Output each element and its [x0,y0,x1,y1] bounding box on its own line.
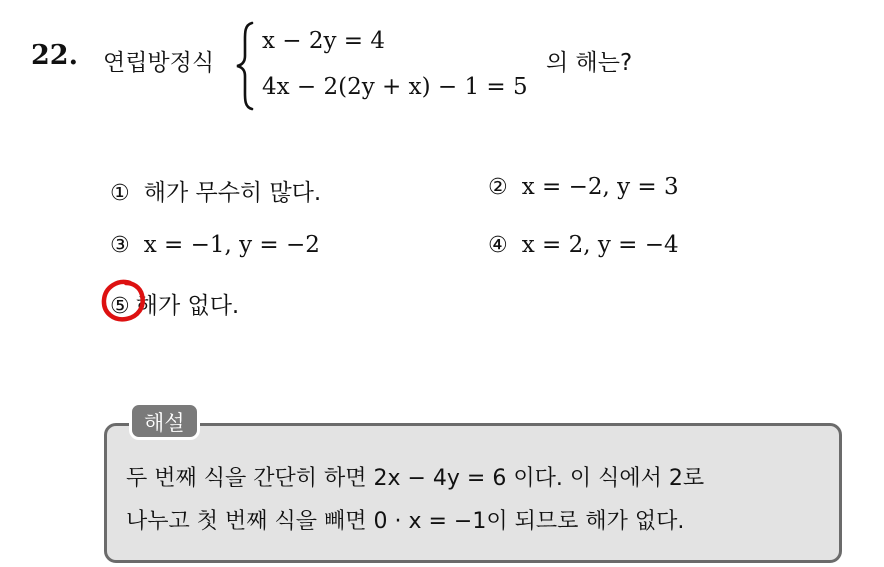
choice-3-mark: ③ [110,233,130,258]
choice-5-mark: ⑤ [110,294,130,319]
solution-line-1: 두 번째 식을 간단히 하면 2x − 4y = 6 이다. 이 식에서 2로 [126,466,705,491]
question-lead-text: 연립방정식 [103,50,215,76]
choice-4-mark: ④ [488,233,508,258]
choice-2[interactable] [488,174,679,200]
equation-1: x − 2y = 4 [262,28,386,54]
choice-2-mark: ② [488,175,508,200]
choice-1-text: 해가 무수히 많다. [143,180,322,206]
choice-5-text: 해가 없다. [135,293,240,319]
solution-tag: 해설 [129,402,200,440]
question-tail-text: 의 해는? [546,50,633,76]
choice-1-mark: ① [110,181,130,206]
choice-4[interactable] [488,232,679,258]
choice-3[interactable] [110,232,320,258]
solution-line-2: 나누고 첫 번째 식을 빼면 0 · x = −1이 되므로 해가 없다. [126,509,685,534]
choice-1[interactable] [110,174,321,207]
left-brace-icon [234,20,256,112]
choice-3-text: x = −1, y = −2 [143,232,320,258]
choice-4-text: x = 2, y = −4 [521,232,679,258]
choice-2-text: x = −2, y = 3 [521,174,679,200]
solution-box [104,423,842,563]
question-number: 22. [31,40,78,71]
answer-circle-icon [100,278,148,324]
equation-2: 4x − 2(2y + x) − 1 = 5 [262,74,528,100]
